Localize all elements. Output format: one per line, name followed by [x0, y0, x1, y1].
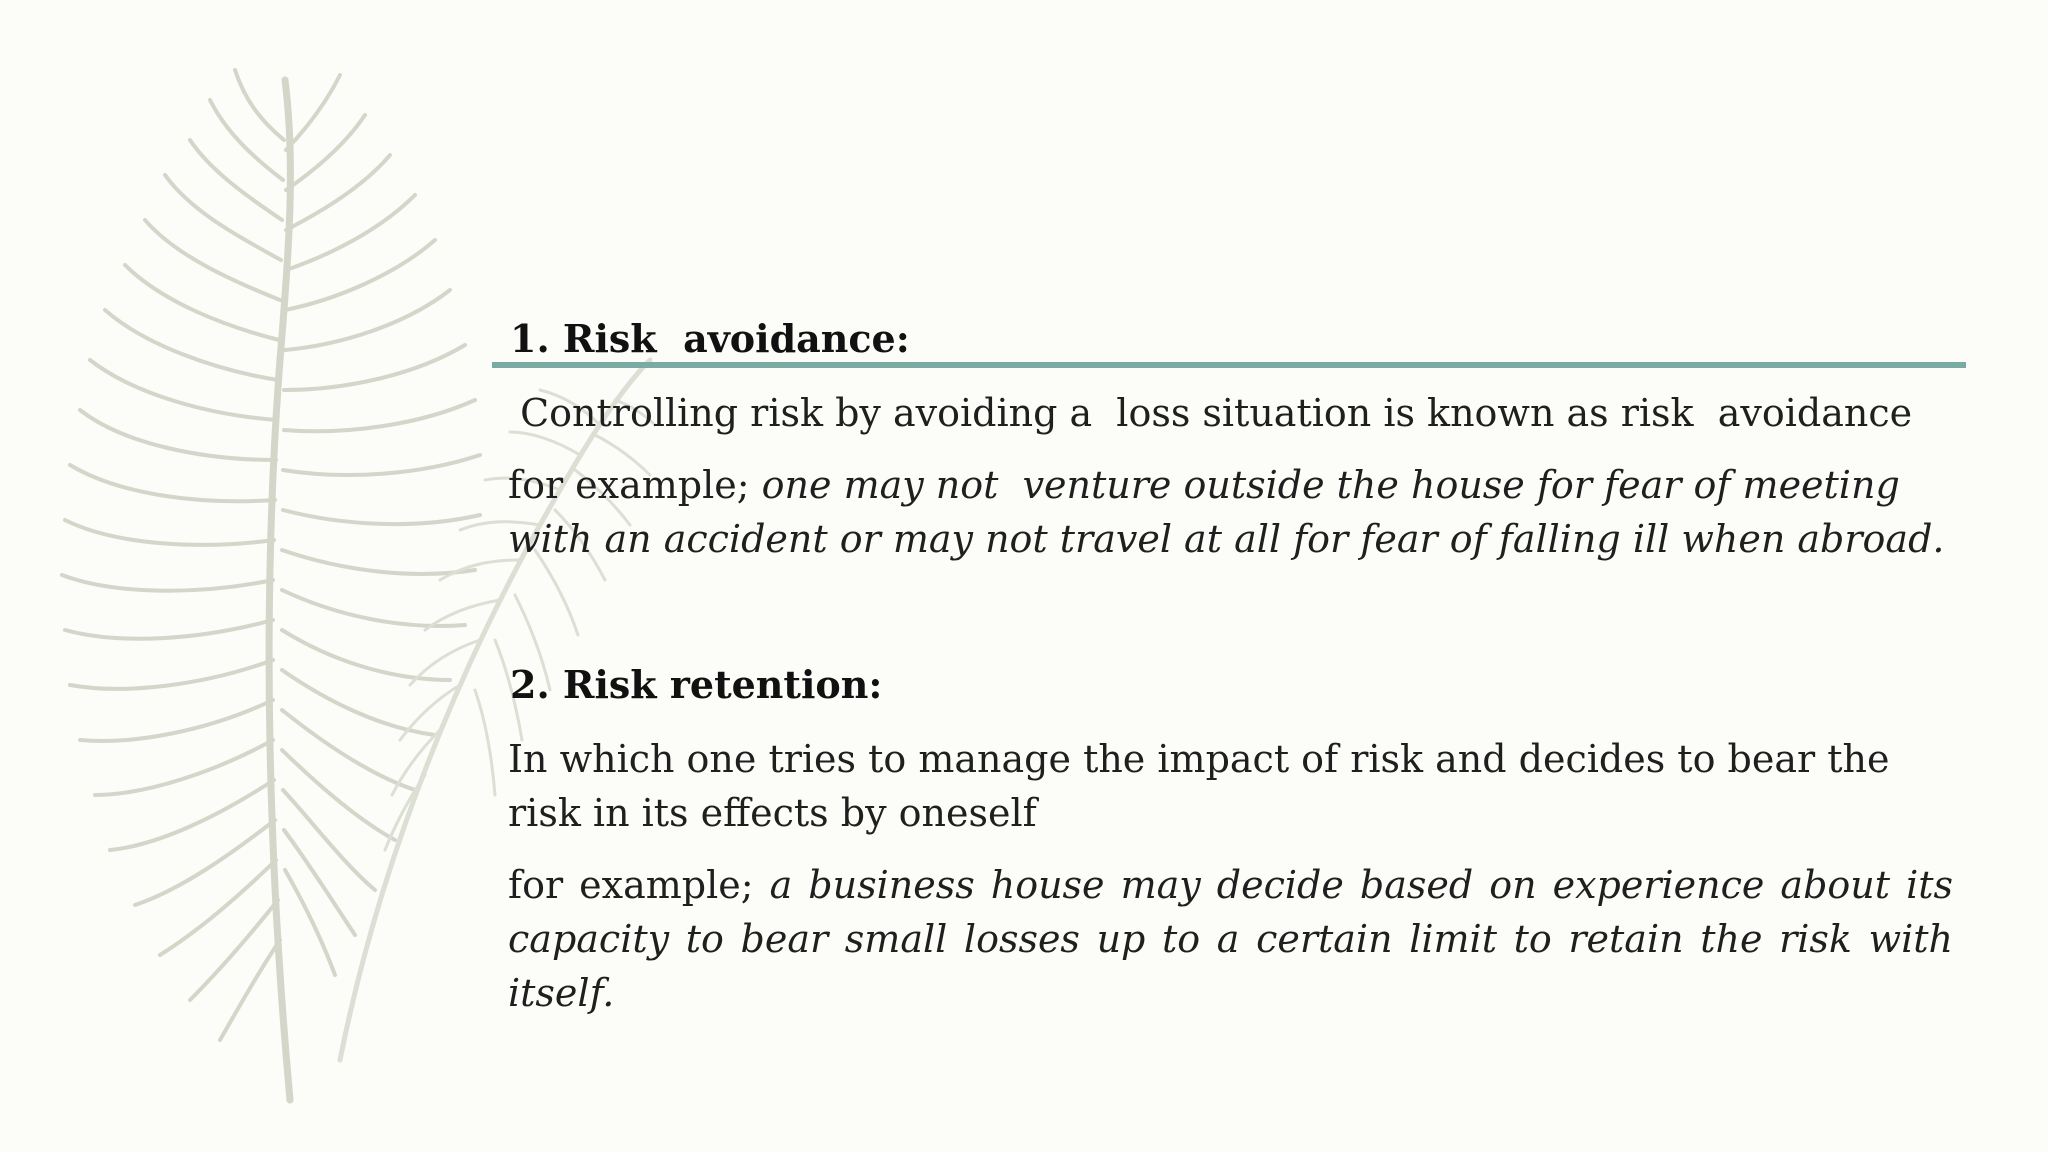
- example-lead: for example;: [508, 463, 762, 507]
- risk-retention-definition: In which one tries to manage the impact of risk and decides to bear the risk in its effects by oneself: [508, 737, 1902, 835]
- risk-retention-example: [508, 858, 1966, 1020]
- risk-avoidance-example: [508, 458, 1953, 566]
- section-heading-risk-retention: 2. Risk retention:: [510, 662, 883, 707]
- risk-avoidance-definition: Controlling risk by avoiding a loss situation is known as risk avoidance: [508, 391, 1913, 435]
- example-lead: for example;: [508, 863, 770, 907]
- section-heading-risk-avoidance: 1. Risk avoidance:: [510, 316, 910, 361]
- example-text: one may not venture outside the house for fear of meeting with an accident or may not travel at all for fear of falling ill when abroad.: [508, 463, 1945, 561]
- example-text: a business house may decide based on experience about its capacity to bear small losses up to a certain limit to retain the risk with itself.: [508, 863, 1966, 1015]
- slide-content: [508, 312, 1966, 1020]
